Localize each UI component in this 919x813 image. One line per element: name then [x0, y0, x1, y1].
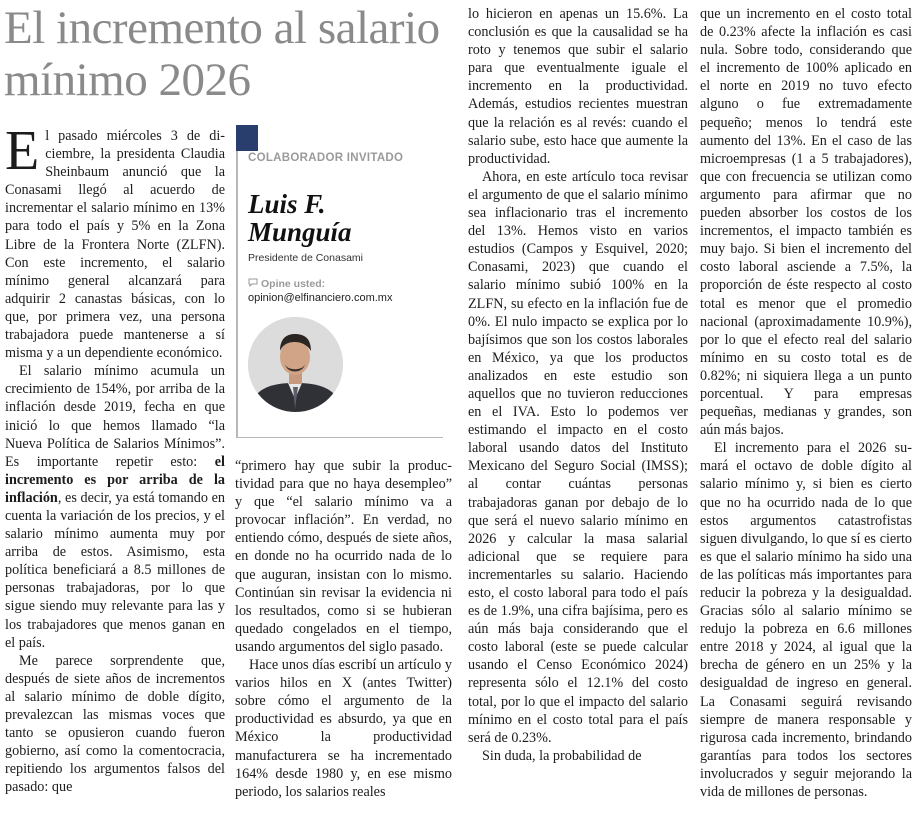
paragraph-10: El incremento para el 2026 sumará el octavo de doble dígito al salario mínimo y, si bien es cierto que no ha ocurrido nada de lo que estos argumentos catastrofistas siguen divulgando, lo que sí es cierto es que el salario mínimo ha sido una de las políticas más importantes para reducir la pobreza y la desigualdad. Gracias sólo al salario mínimo se redujo la pobreza en 6.6 millones entre 2018 y 2024, al igual que la brecha de género en un 25% y la desigualdad de ingreso en general. La Conasami seguirá revisando siempre de manera responsable y rigurosa cada incremento, brindando garantías para todos los sectores involucrados y seguir mejorando la vida de millones de personas. — [700, 440, 912, 801]
paragraph-6: lo hicieron en apenas un 15.6%. La conclusión es que la causalidad se ha roto y tenemos que subir el salario para que eventualmente iguale el incremento en la productividad. Además, estudios recientes muestran que la relación es al revés: cuando el salario sube, esto hace que aumente la productividad. — [468, 6, 688, 167]
author-role: Presidente de Conasami — [248, 252, 363, 264]
paragraph-1-text: l pasado miércoles 3 de diciembre, la presidenta Claudia Sheinbaum anunció que la Conasami llegó al acuerdo de incrementar el salario mínimo en 13% para todo el país y 5% en la Zona Libre de la Frontera Norte (ZLFN). Con este incremento, el salario mínimo general alcanzará para adquirir 2 canastas básicas, con lo que, por primera vez, una persona trabajadora puede mantenerse a sí misma y a un dependiente económico. — [5, 128, 225, 362]
author-name-line-2: Munguía — [248, 217, 352, 247]
author-name-line-1: Luis F. — [248, 189, 326, 219]
paragraph-2 — [5, 362, 225, 652]
author-box — [236, 127, 443, 438]
article-column-1 — [5, 120, 225, 796]
paragraph-2-text-b: , es decir, ya está tomando en cuenta la variación de los precios, y el salario mínimo aumenta muy por arriba de estos. Asimismo, esta política beneficiará a 8.5 millones de personas trabajadoras, por lo que sigue siendo muy relevante para las y los trabajadores que menos ganan en el país. — [5, 489, 225, 651]
paragraph-2-bold: el incremento es por arriba de la inflación — [5, 453, 225, 506]
author-name — [248, 190, 438, 246]
paragraph-1 — [5, 120, 225, 362]
comment-icon — [248, 278, 258, 290]
paragraph-2-text-a: El salario mínimo acumula un crecimiento de 154%, por arriba de la inflación desde 2019, fecha en que inició lo que hemos llamado “la Nueva Política de Salarios Mínimos”. Es importante repetir esto: — [5, 363, 225, 470]
headline: El incremento al salario mínimo 2026 — [4, 2, 440, 106]
article-column-3 — [468, 5, 688, 765]
author-email[interactable]: opinion@elfinanciero.com.mx — [248, 292, 393, 304]
paragraph-3: Me parece sorprendente que, después de siete años de incrementos al salario mínimo de doble dígito, prevalezcan las mismas voces que tanto se opusieron cuando fueron gobierno, así como la comentocracia, repitiendo los argumentos falsos del pasado: que — [5, 652, 225, 796]
opine-label-text: Opine usted: — [261, 278, 326, 290]
article-column-4 — [700, 5, 912, 801]
author-photo — [248, 317, 343, 412]
accent-bar — [236, 125, 258, 151]
opine-label — [248, 278, 325, 290]
drop-cap: E — [5, 120, 40, 182]
paragraph-5: Hace unos días escribí un artículo y varios hilos en X (antes Twitter) sobre cómo el argumento de la productividad es absurdo, ya que en México la productividad manufacturera se ha incrementado 164% desde 1980 y, en ese mismo periodo, los salarios reales — [235, 657, 452, 800]
article-column-2 — [235, 457, 452, 801]
paragraph-8: Sin duda, la probabilidad de — [482, 747, 642, 764]
paragraph-4: “primero hay que subir la productividad para que no haya desempleo” y que “el salario mínimo va a provocar inflación”. En verdad, no entiendo cómo, después de siete años, en donde no ha ocurrido nada de lo que auguran, insistan con lo mismo. Continúan sin revisar la evidencia ni los resultados, como si se hubieran quedado congelados en el tiempo, usando argumentos del siglo pasado. — [235, 458, 452, 655]
author-box-label: COLABORADOR INVITADO — [248, 152, 404, 164]
paragraph-9: que un incremento en el costo total de 0.23% afecte la inflación es casi nula. Sobre todo, considerando que el incremento de 100% aplicado en el norte en 2019 no tuvo efecto alguno o fue extremadamente pequeño; menos lo tendrá este aumento del 13%. En el caso de las microempresas (1 a 5 trabajadores), que con frecuencia se utilizan como argumento para afirmar que no pueden absorber los costos de los incrementos, el impacto también es muy bajo. Si bien el incremento del costo laboral asciende a 7.5%, la proporción de éste respecto al costo total es menor que el promedio nacional (aproximadamente 10.9%), por lo que el efecto real del salario mínimo en su costo total es de 0.82%; ni siquiera llega a un punto porcentual. Y para empresas pequeñas, medianas y grandes, son aún más bajos. — [700, 6, 912, 439]
paragraph-7: Ahora, en este artículo toca revisar el argumento de que el salario mínimo sea inflacionario tras el incremento del 13%. Hemos visto en varios estudios (Campos y Esquivel, 2020; Conasami, 2023) que cuando el salario mínimo subió 100% en la ZLFN, su efecto en la inflación fue de 0%. El nulo impacto se explica por lo bajísimos que son los costos laborales en México, ya que los productos analizados en este estudio son aquellos que no tuvieron reducciones en el IVA. Esto lo podemos ver estimando el impacto en el costo laboral usando datos del Instituto Mexicano del Seguro Social (IMSS); al contar cuántas personas trabajadoras ganan por debajo de lo que será el nuevo salario mínimo en 2026 y calcular la masa salarial adicional que se requiere para incrementarles su salario. Haciendo esto, el costo laboral para todo el país es de 1.9%, una cifra bajísima, pero es aún más baja considerando que el costo laboral (este se puede calcular usando el Censo Económico 2024) representa sólo el 12.1% del costo total, por lo que el impacto del salario mínimo en el costo total para el país será de 0.23%. — [468, 168, 688, 746]
